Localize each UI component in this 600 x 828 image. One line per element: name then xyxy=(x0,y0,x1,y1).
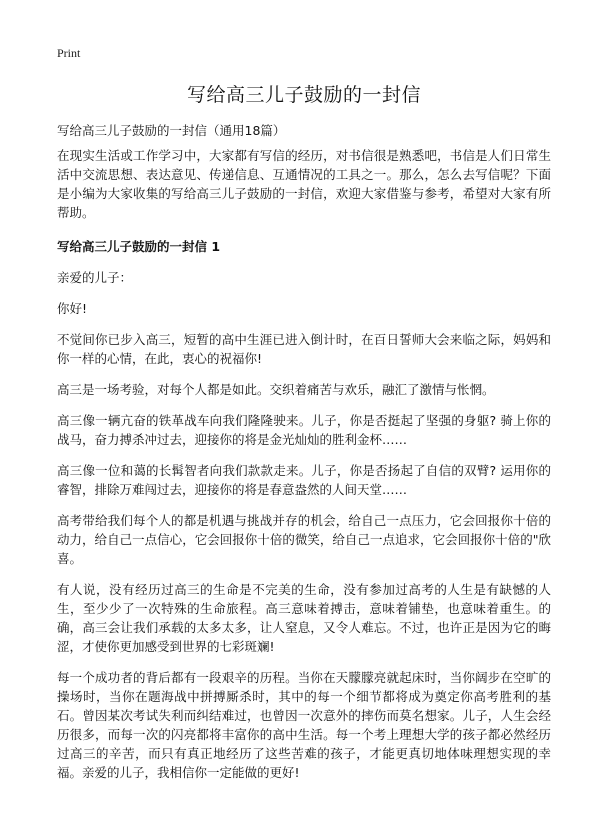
letter-salutation: 你好! xyxy=(57,301,88,316)
document-body xyxy=(57,146,551,794)
intro-paragraph: 在现实生活或工作学习中，大家都有写信的经历，对书信很是熟悉吧，书信是人们日常生活中交流思想、表达意见、传递信息、互通情况的工具之一。那么，怎么去写信呢？下面是小编为大家收集的写给高三儿子鼓励的一封信，欢迎大家借鉴与参考，希望对大家有所帮助。 xyxy=(57,148,551,220)
letter-paragraph: 每一个成功者的背后都有一段艰辛的历程。当你在天朦朦亮就起床时，当你阔步在空旷的操场时，当你在题海战中拼搏厮杀时，其中的每一个细节都将成为奠定你高考胜利的基石。曾因某次考试失利而纠结难过，也曾因一次意外的摔伤而莫名想家。儿子，人生会经历很多，而每一次的闪亮都将丰富你的高中生活。每一个考上理想大学的孩子都必然经历过高三的辛苦，而只有真正地经历了这些苦难的孩子，才能更真切地体味理想实现的幸福。亲爱的儿子，我相信你一定能做的更好! xyxy=(57,670,551,780)
letter-paragraph: 高三像一位和蔼的长髯智者向我们款款走来。儿子，你是否扬起了自信的双臂? 运用你的睿智，排除万难闯过去，迎接你的将是春意盎然的人间天堂…… xyxy=(57,463,551,497)
letter-paragraph: 高三像一辆亢奋的铁革战车向我们隆隆驶来。儿子，你是否挺起了坚强的身躯? 骑上你的战马，奋力搏杀冲过去，迎接你的将是金光灿灿的胜利金杯…… xyxy=(57,413,551,447)
letter-paragraph: 高三是一场考验，对每个人都是如此。交织着痛苦与欢乐，融汇了激情与怅惘。 xyxy=(57,382,495,397)
section-heading: 写给高三儿子鼓励的一封信 1 xyxy=(57,239,221,254)
document-subtitle: 写给高三儿子鼓励的一封信（通用18篇） xyxy=(57,123,286,138)
letter-paragraph: 不觉间你已步入高三，短暂的高中生涯已进入倒计时，在百日誓师大会来临之际，妈妈和你一样的心情，在此，衷心的祝福你! xyxy=(57,332,551,366)
letter-greeting: 亲爱的儿子： xyxy=(57,270,133,285)
print-link[interactable]: Print xyxy=(57,46,81,60)
page-title: 写给高三儿子鼓励的一封信 xyxy=(186,84,421,106)
letter-paragraph: 有人说，没有经历过高三的生命是不完美的生命，没有参加过高考的人生是有缺憾的人生，至少少了一次特殊的生命旅程。高三意味着搏击，意味着铺垫，也意味着重生。的确，高三会让我们承载的太多太多，让人窒息，又令人难忘。不过，也许正是因为它的晦涩，才使你更加感受到世界的七彩斑斓! xyxy=(57,582,551,654)
letter-paragraph: 高考带给我们每个人的都是机遇与挑战并存的机会，给自己一点压力，它会回报你十倍的动力，给自己一点信心，它会回报你十倍的微笑，给自己一点追求，它会回报你十倍的"欣喜。 xyxy=(57,513,551,566)
